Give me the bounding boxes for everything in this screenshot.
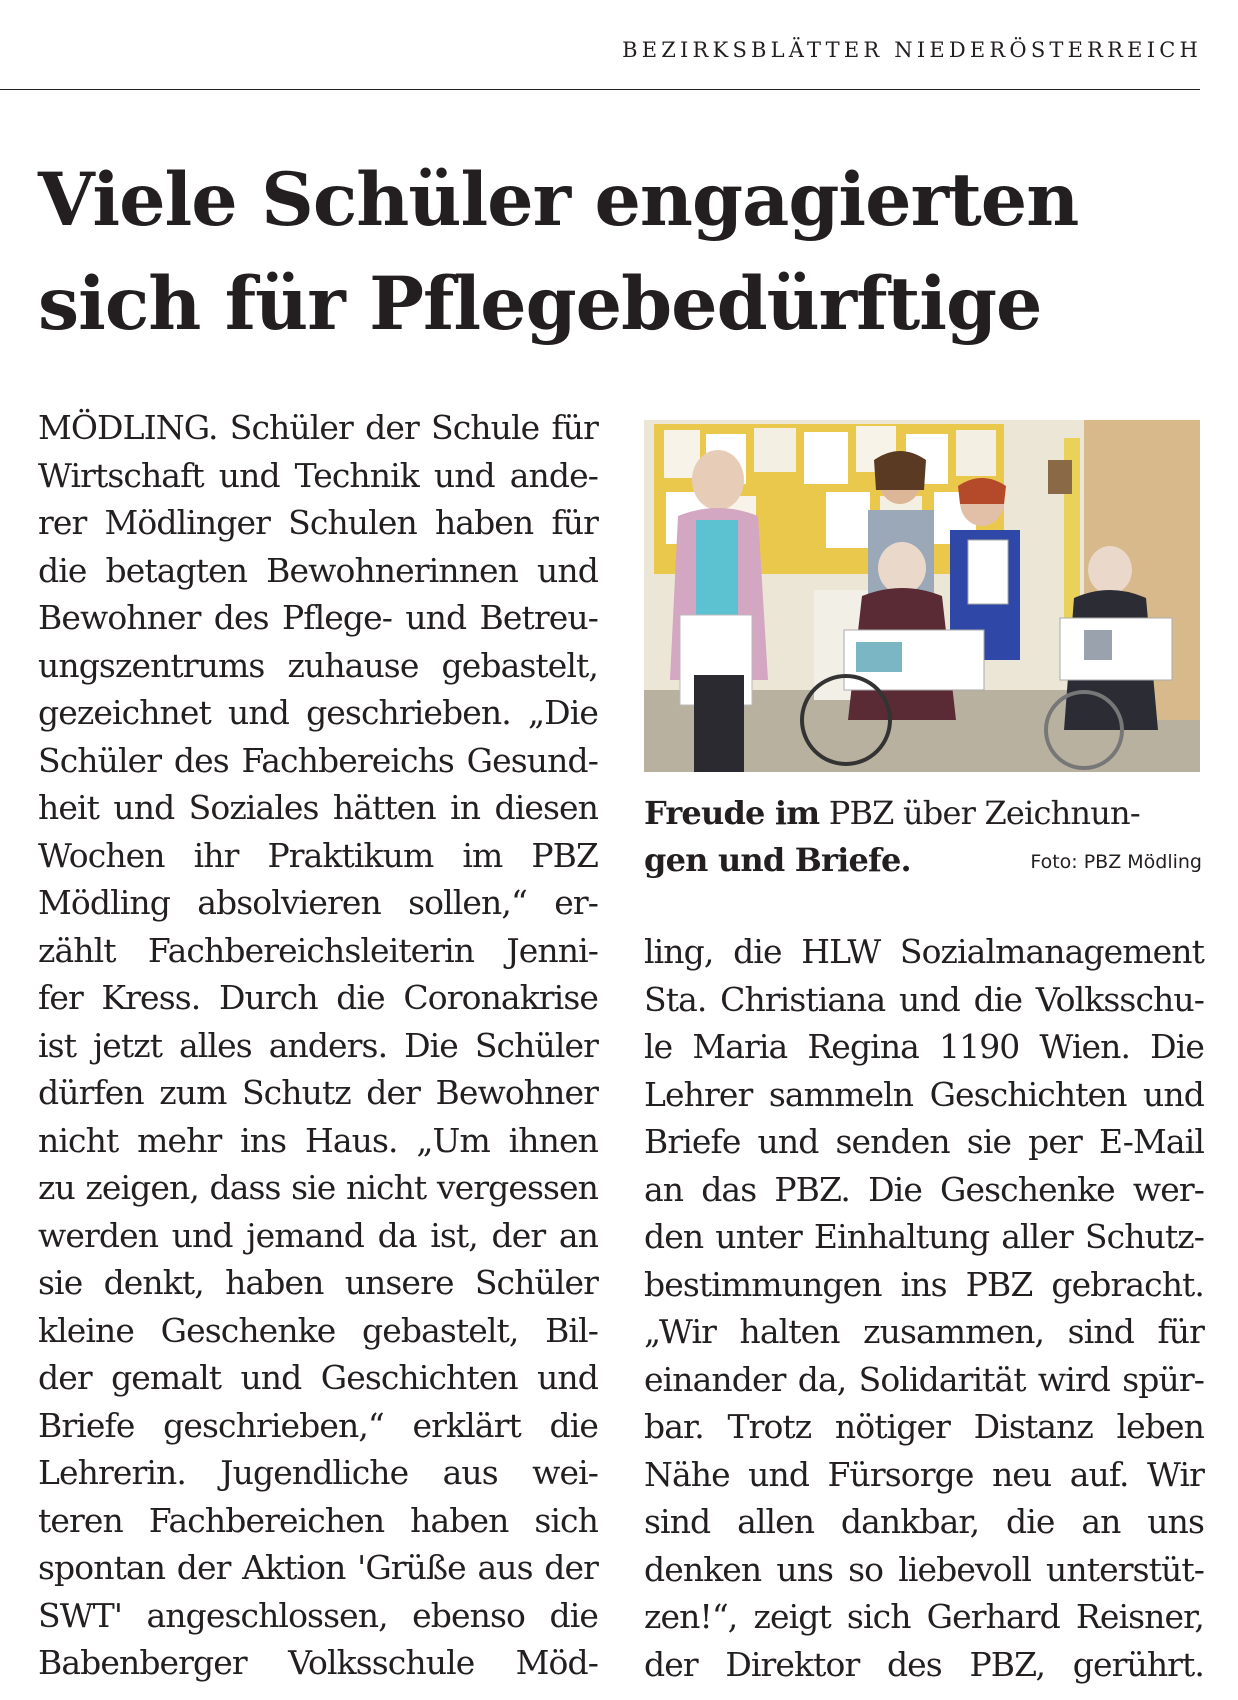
body-text-line: Schüler des Fachbereichs Gesund- xyxy=(38,740,598,780)
body-text-line: Lehrerin. Jugendliche aus wei- xyxy=(38,1453,598,1492)
body-text-line: „Wir halten zusammen, sind für xyxy=(644,1312,1204,1351)
body-text-line: SWT' angeschlossen, ebenso die xyxy=(38,1595,598,1635)
photo-credit: Foto: PBZ Mödling xyxy=(1030,851,1202,873)
body-text-line: MÖDLING. Schüler der Schule für xyxy=(38,408,598,447)
body-text-line: ling, die HLW Sozialmanagement xyxy=(644,932,1204,971)
body-text-line: den unter Einhaltung aller Schutz- xyxy=(644,1217,1204,1256)
body-text-line: Bewohner des Pflege- und Betreu- xyxy=(38,598,598,637)
body-text-line: Nähe und Fürsorge neu auf. Wir xyxy=(644,1454,1204,1494)
body-text-line: Babenberger Volksschule Möd- xyxy=(38,1643,598,1682)
publication-name: BEZIRKSBLÄTTER NIEDERÖSTERREICH xyxy=(622,38,1202,62)
body-text-line: gezeichnet und geschrieben. „Die xyxy=(38,693,598,732)
body-text-line: sie denkt, haben unsere Schüler xyxy=(38,1263,598,1302)
body-text-line: bestimmungen ins PBZ gebracht. xyxy=(644,1264,1204,1304)
body-text-line: bar. Trotz nötiger Distanz leben xyxy=(644,1407,1204,1446)
body-text-line: teren Fachbereichen haben sich xyxy=(38,1500,598,1540)
article-body-left-column xyxy=(38,404,598,1687)
body-text-line: zu zeigen, dass sie nicht vergessen xyxy=(38,1168,598,1207)
body-text-line: die betagten Bewohnerinnen und xyxy=(38,550,598,590)
body-text-line: kleine Geschenke gebastelt, Bil- xyxy=(38,1310,598,1350)
body-text-line: werden und jemand da ist, der an xyxy=(38,1215,598,1255)
headline-line: sich für Pflegebedürftige xyxy=(38,261,1042,347)
body-text-line: der gemalt und Geschichten und xyxy=(38,1358,598,1397)
body-text-line: le Maria Regina 1190 Wien. Die xyxy=(644,1027,1204,1066)
body-text-line: Briefe und senden sie per E-Mail xyxy=(644,1122,1204,1161)
body-text-line: ist jetzt alles anders. Die Schüler xyxy=(38,1025,598,1065)
body-text-line: sind allen dankbar, die an uns xyxy=(644,1502,1204,1541)
caption-text: PBZ über Zeichnun- xyxy=(819,794,1140,832)
article-headline xyxy=(38,148,1218,356)
body-text-line: zen!“, zeigt sich Gerhard Reisner, xyxy=(644,1597,1204,1636)
caption-line xyxy=(644,790,1204,837)
body-text-line: an das PBZ. Die Geschenke wer- xyxy=(644,1169,1204,1209)
body-text-line: heit und Soziales hätten in diesen xyxy=(38,788,598,827)
header-rule xyxy=(0,89,1200,90)
article-photo xyxy=(644,420,1200,772)
caption-line: gen und Briefe. xyxy=(644,841,911,879)
headline-line: Viele Schüler engagierten xyxy=(38,157,1079,243)
body-text-line: Briefe geschrieben,“ erklärt die xyxy=(38,1405,598,1445)
body-text-line: ungszentrums zuhause gebastelt, xyxy=(38,645,598,685)
body-text-line: dürfen zum Schutz der Bewohner xyxy=(38,1073,598,1112)
body-text-line: der Direktor des PBZ, gerührt. xyxy=(644,1644,1204,1684)
body-text-line: Wirtschaft und Technik und ande- xyxy=(38,455,598,495)
body-text-line: Lehrer sammeln Geschichten und xyxy=(644,1074,1204,1114)
body-text-line: denken uns so liebevoll unterstüt- xyxy=(644,1549,1204,1589)
article-body-right-column xyxy=(644,928,1204,1688)
caption-lead: Freude im xyxy=(644,794,820,832)
body-text-line: rer Mödlinger Schulen haben für xyxy=(38,503,598,542)
body-text-line: zählt Fachbereichsleiterin Jenni- xyxy=(38,930,598,970)
body-text-line: nicht mehr ins Haus. „Um ihnen xyxy=(38,1120,598,1160)
body-text-line: spontan der Aktion 'Grüße aus der xyxy=(38,1548,598,1587)
body-text-line: einander da, Solidarität wird spür- xyxy=(644,1359,1204,1399)
body-text-line: Sta. Christiana und die Volksschu- xyxy=(644,979,1204,1019)
body-text-line: Mödling absolvieren sollen,“ er- xyxy=(38,883,598,922)
body-text-line: fer Kress. Durch die Coronakrise xyxy=(38,978,598,1017)
body-text-line: Wochen ihr Praktikum im PBZ xyxy=(38,835,598,875)
